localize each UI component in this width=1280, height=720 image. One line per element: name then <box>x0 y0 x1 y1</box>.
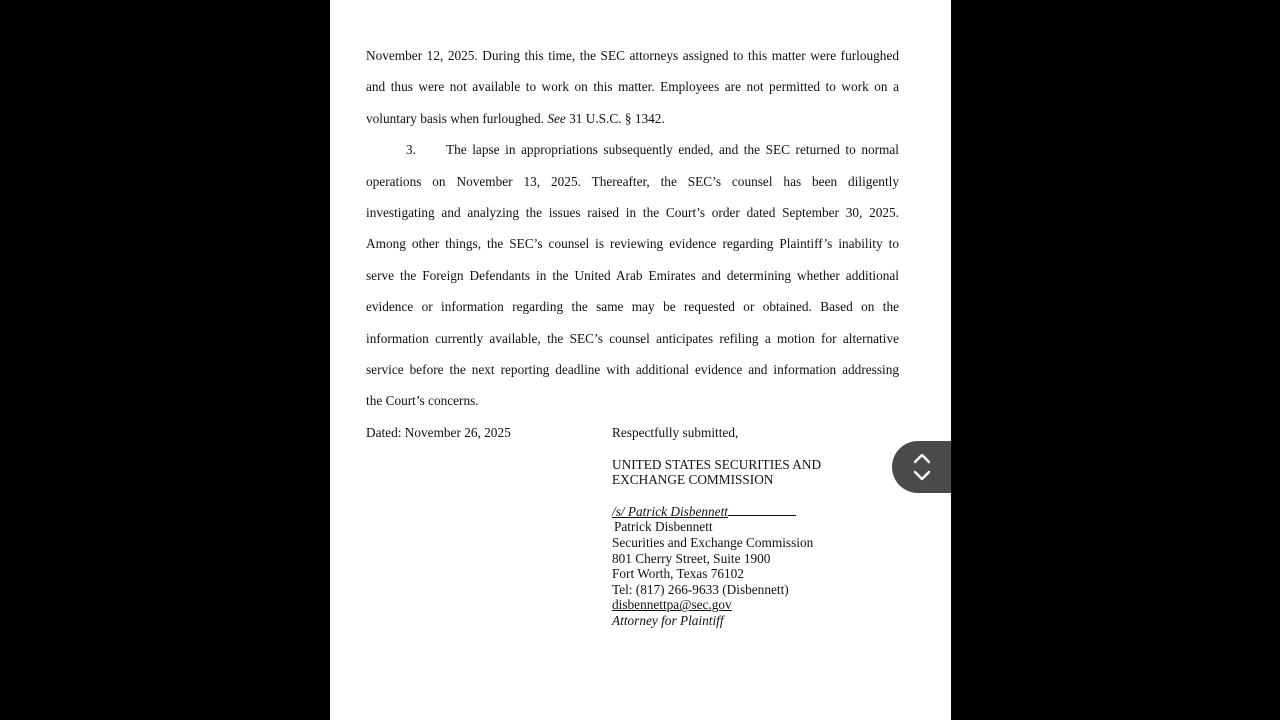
page-nav-control[interactable] <box>892 441 951 493</box>
electronic-signature: /s/ Patrick Disbennett <box>612 504 821 520</box>
text-line: November 12, 2025. During this time, the SEC attorneys assigned to this matter were furloughed <box>366 48 899 63</box>
document-page <box>330 0 951 720</box>
text-line: evidence or information regarding the same may be requested or obtained. Based on the <box>366 299 899 315</box>
org-line-1: UNITED STATES SECURITIES AND <box>612 456 822 472</box>
chevron-up-icon[interactable] <box>913 452 931 464</box>
closing: Respectfully submitted, <box>612 425 739 440</box>
see-citation-signal: See <box>547 110 566 126</box>
text-line: information currently available, the SEC’s counsel anticipates refiling a motion for alternative <box>366 330 899 346</box>
paragraph-3-first-line: 3. The lapse in appropriations subsequently ended, and the SEC returned to normal <box>366 134 899 165</box>
text-line: service before the next reporting deadline with additional evidence and information addressing <box>366 361 899 377</box>
chevron-down-icon[interactable] <box>913 470 931 482</box>
text-line: serve the Foreign Defendants in the United Arab Emirates and determining whether additional <box>366 267 899 283</box>
attorney-role: Attorney for Plaintiff <box>612 612 724 628</box>
signature-block <box>612 425 821 629</box>
text-line: and thus were not available to work on this matter. Employees are not permitted to work on a <box>366 79 899 95</box>
text-line: investigating and analyzing the issues raised in the Court’s order dated September 30, 2025. <box>366 204 899 220</box>
text-line: the Court’s concerns. <box>366 393 479 409</box>
document-body <box>366 40 899 417</box>
email-link[interactable]: disbennettpa@sec.gov <box>612 597 732 613</box>
agency: Securities and Exchange Commission <box>612 534 814 550</box>
telephone: Tel: (817) 266-9633 (Disbennett) <box>612 581 789 597</box>
text-line: Among other things, the SEC’s counsel is reviewing evidence regarding Plaintiff’s inability to <box>366 236 899 252</box>
address-line-1: 801 Cherry Street, Suite 1900 <box>612 550 771 566</box>
text-line: voluntary basis when furloughed. See 31 U.S.C. § 1342. <box>366 110 665 126</box>
signer-name: Patrick Disbennett <box>614 519 713 535</box>
paragraph-number: 3. <box>406 142 416 158</box>
text-line: operations on November 13, 2025. Thereafter, the SEC’s counsel has been diligently <box>366 173 899 189</box>
org-line-2: EXCHANGE COMMISSION <box>612 472 774 488</box>
dated-line: Dated: November 26, 2025 <box>366 425 511 440</box>
address-line-2: Fort Worth, Texas 76102 <box>612 566 744 582</box>
